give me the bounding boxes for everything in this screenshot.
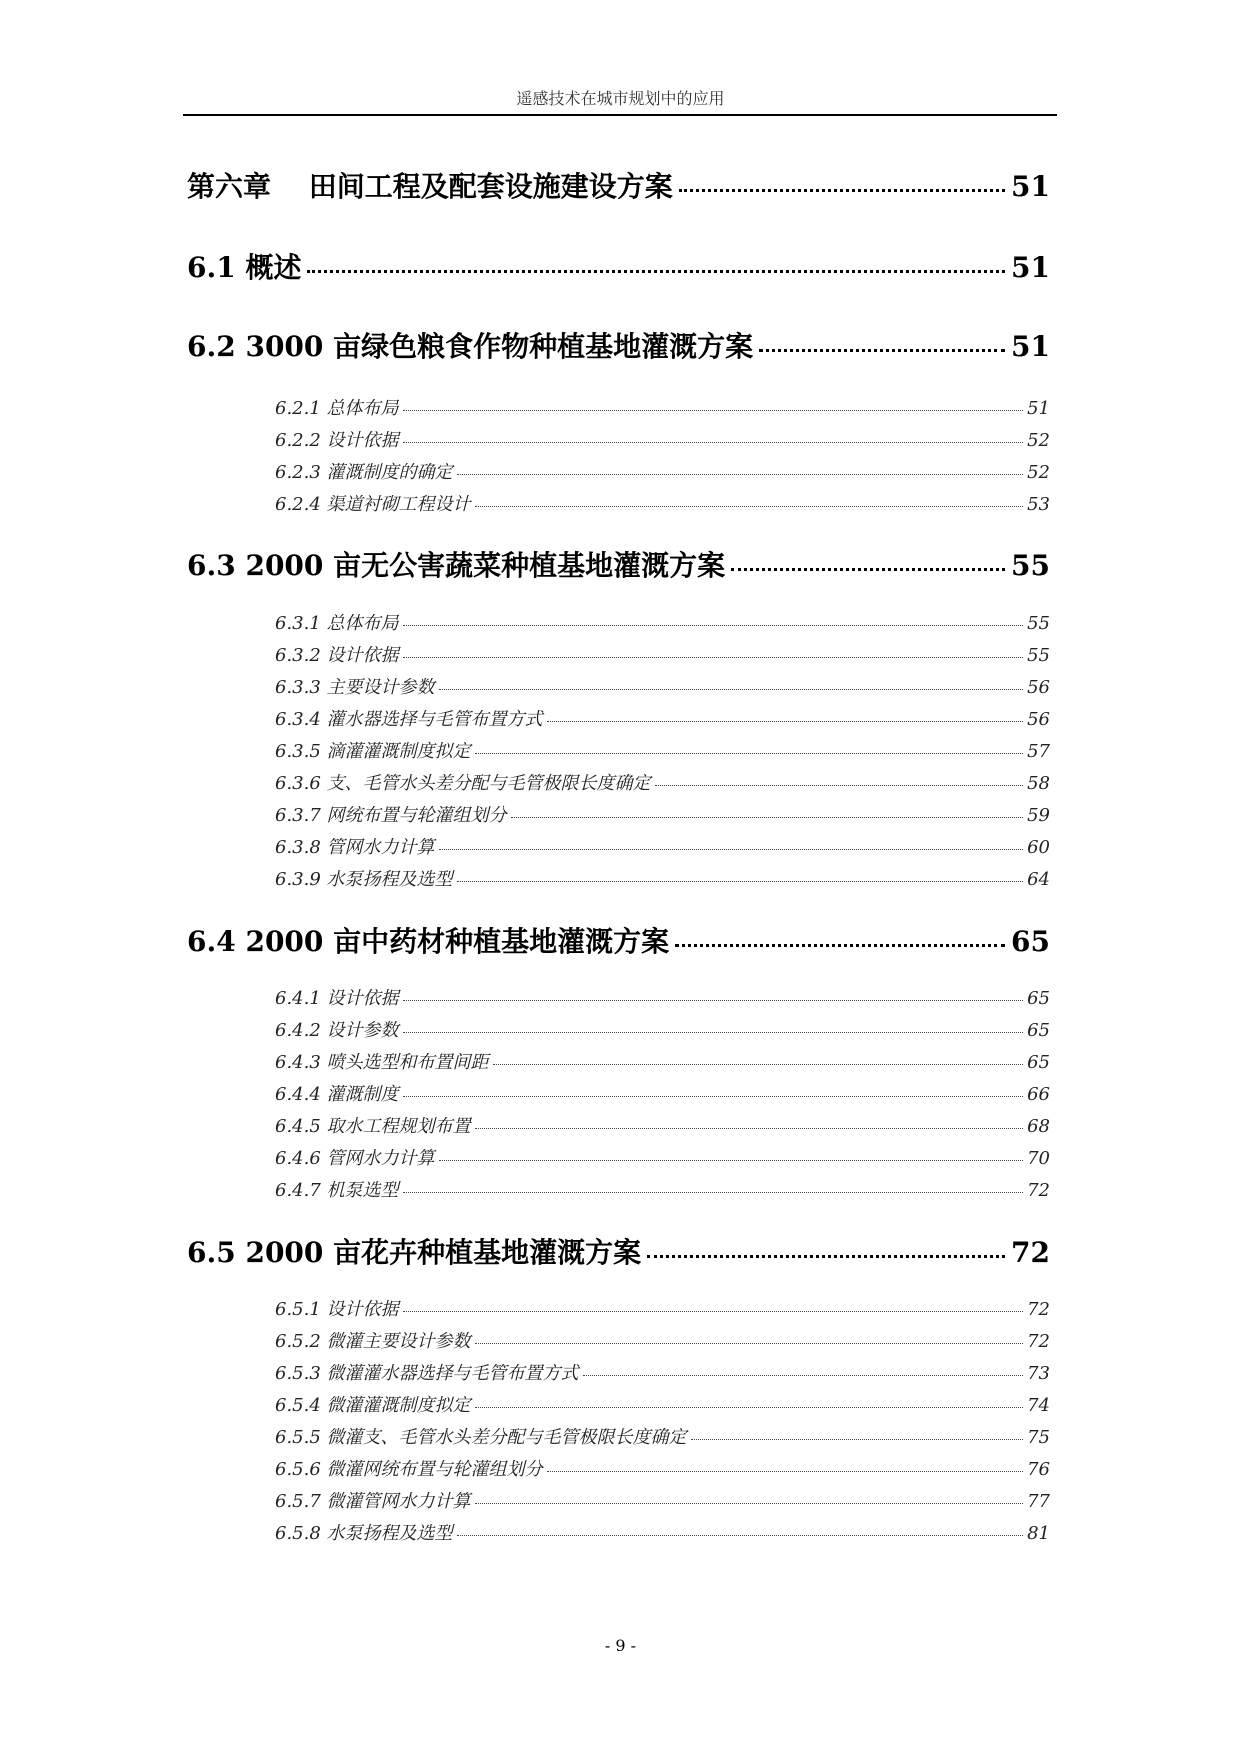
dot-leader <box>475 1343 1024 1344</box>
toc-entry-page: 51 <box>1027 398 1050 419</box>
toc-entry-page: 65 <box>1027 988 1050 1009</box>
toc-entry-page: 73 <box>1027 1363 1050 1384</box>
toc-entry-page: 65 <box>1027 1052 1050 1073</box>
page-number: - 9 - <box>604 1636 637 1655</box>
dot-leader <box>475 506 1024 507</box>
toc-entry-title: 6.1 概述 <box>187 251 302 284</box>
dot-leader <box>457 1535 1024 1536</box>
dot-leader <box>439 689 1024 690</box>
toc-section-entry[interactable] <box>275 1519 1050 1545</box>
dot-leader <box>583 1375 1024 1376</box>
running-header: 遥感技术在城市规划中的应用 <box>516 89 725 108</box>
toc-section-entry[interactable] <box>275 1080 1050 1106</box>
toc-entry-title: 6.2.4 渠道衬砌工程设计 <box>275 494 471 515</box>
toc-section-entry[interactable] <box>275 984 1050 1010</box>
toc-entry-title: 6.4.7 机泵选型 <box>275 1180 399 1201</box>
dot-leader <box>403 410 1024 411</box>
toc-entry-title: 6.2 3000 亩绿色粮食作物种植基地灌溉方案 <box>187 330 754 363</box>
toc-entry-page: 58 <box>1027 773 1050 794</box>
toc-entry-title: 6.3.2 设计依据 <box>275 645 399 666</box>
toc-entry-title: 6.3.6 支、毛管水头差分配与毛管极限长度确定 <box>275 773 651 794</box>
toc-section-entry[interactable] <box>275 1359 1050 1385</box>
toc-entry-title: 6.4.1 设计依据 <box>275 988 399 1009</box>
toc-entry-title: 6.4 2000 亩中药材种植基地灌溉方案 <box>187 925 670 958</box>
dot-leader <box>691 1439 1024 1440</box>
dot-leader <box>511 817 1024 818</box>
toc-entry-page: 52 <box>1027 430 1050 451</box>
dot-leader <box>403 657 1024 658</box>
toc-entry-title: 6.5.6 微灌网统布置与轮灌组划分 <box>275 1459 543 1480</box>
toc-entry-page: 68 <box>1027 1116 1050 1137</box>
dot-leader <box>647 1255 1005 1258</box>
toc-entry-title: 6.4.3 喷头选型和布置间距 <box>275 1052 489 1073</box>
toc-entry-page: 52 <box>1027 462 1050 483</box>
toc-entry-title: 6.3.3 主要设计参数 <box>275 677 435 698</box>
dot-leader <box>457 881 1024 882</box>
toc-section-entry[interactable] <box>275 769 1050 795</box>
toc-section-entry[interactable] <box>275 609 1050 635</box>
toc-section-entry[interactable] <box>275 673 1050 699</box>
toc-section-entry[interactable] <box>275 641 1050 667</box>
toc-chapter-entry[interactable] <box>187 325 1050 365</box>
toc-entry-title: 6.5 2000 亩花卉种植基地灌溉方案 <box>187 1236 642 1269</box>
toc-entry-page: 55 <box>1027 613 1050 634</box>
toc-entry-title: 6.5.7 微灌管网水力计算 <box>275 1491 471 1512</box>
dot-leader <box>675 944 1005 947</box>
toc-entry-title: 6.4.2 设计参数 <box>275 1020 399 1041</box>
dot-leader <box>439 1160 1024 1161</box>
dot-leader <box>439 849 1024 850</box>
dot-leader <box>731 568 1005 571</box>
toc-section-entry[interactable] <box>275 1487 1050 1513</box>
dot-leader <box>403 1311 1024 1312</box>
dot-leader <box>547 721 1024 722</box>
toc-entry-title: 6.2.3 灌溉制度的确定 <box>275 462 453 483</box>
toc-section-entry[interactable] <box>275 1176 1050 1202</box>
toc-entry-page: 53 <box>1027 494 1050 515</box>
toc-section-entry[interactable] <box>275 1455 1050 1481</box>
toc-entry-title: 6.3.1 总体布局 <box>275 613 399 634</box>
toc-chapter-entry[interactable] <box>187 165 1050 205</box>
toc-entry-page: 77 <box>1027 1491 1050 1512</box>
toc-entry-page: 81 <box>1027 1523 1050 1544</box>
toc-entry-page: 72 <box>1011 1236 1050 1269</box>
toc-chapter-entry[interactable] <box>187 920 1050 960</box>
toc-section-entry[interactable] <box>275 1391 1050 1417</box>
toc-entry-title: 6.3.5 滴灌灌溉制度拟定 <box>275 741 471 762</box>
toc-entry-title: 6.2.2 设计依据 <box>275 430 399 451</box>
toc-section-entry[interactable] <box>275 1112 1050 1138</box>
toc-entry-page: 55 <box>1027 645 1050 666</box>
toc-entry-title: 6.3.8 管网水力计算 <box>275 837 435 858</box>
toc-section-entry[interactable] <box>275 1327 1050 1353</box>
toc-entry-page: 65 <box>1027 1020 1050 1041</box>
dot-leader <box>403 1032 1024 1033</box>
toc-entry-page: 51 <box>1011 170 1050 203</box>
toc-entry-page: 56 <box>1027 709 1050 730</box>
toc-entry-title: 6.5.5 微灌支、毛管水头差分配与毛管极限长度确定 <box>275 1427 687 1448</box>
dot-leader <box>403 1096 1024 1097</box>
toc-entry-title: 6.4.5 取水工程规划布置 <box>275 1116 471 1137</box>
toc-entry-page: 55 <box>1011 549 1050 582</box>
toc-section-entry[interactable] <box>275 1144 1050 1170</box>
toc-entry-page: 70 <box>1027 1148 1050 1169</box>
toc-entry-page: 60 <box>1027 837 1050 858</box>
dot-leader <box>457 474 1024 475</box>
toc-entry-page: 51 <box>1011 330 1050 363</box>
toc-entry-page: 65 <box>1011 925 1050 958</box>
toc-entry-page: 56 <box>1027 677 1050 698</box>
toc-chapter-entry[interactable] <box>187 544 1050 584</box>
toc-section-entry[interactable] <box>275 1423 1050 1449</box>
toc-entry-page: 74 <box>1027 1395 1050 1416</box>
toc-entry-page: 76 <box>1027 1459 1050 1480</box>
toc-entry-title: 第六章 田间工程及配套设施建设方案 <box>187 170 673 203</box>
toc-entry-page: 51 <box>1011 251 1050 284</box>
dot-leader <box>493 1064 1024 1065</box>
toc-entry-page: 72 <box>1027 1180 1050 1201</box>
toc-section-entry[interactable] <box>275 458 1050 484</box>
toc-entry-title: 6.2.1 总体布局 <box>275 398 399 419</box>
dot-leader <box>403 442 1024 443</box>
toc-entry-page: 72 <box>1027 1331 1050 1352</box>
toc-entry-page: 57 <box>1027 741 1050 762</box>
toc-entry-title: 6.3.9 水泵扬程及选型 <box>275 869 453 890</box>
toc-chapter-entry[interactable] <box>187 246 1050 286</box>
header-rule <box>183 114 1057 116</box>
toc-entry-page: 75 <box>1027 1427 1050 1448</box>
toc-entry-page: 66 <box>1027 1084 1050 1105</box>
toc-section-entry[interactable] <box>275 394 1050 420</box>
toc-entry-title: 6.3.7 网统布置与轮灌组划分 <box>275 805 507 826</box>
dot-leader <box>547 1471 1024 1472</box>
toc-entry-page: 72 <box>1027 1299 1050 1320</box>
dot-leader <box>475 1407 1024 1408</box>
dot-leader <box>307 270 1005 273</box>
toc-entry-title: 6.5.3 微灌灌水器选择与毛管布置方式 <box>275 1363 579 1384</box>
toc-entry-title: 6.5.8 水泵扬程及选型 <box>275 1523 453 1544</box>
dot-leader <box>403 625 1024 626</box>
toc-section-entry[interactable] <box>275 737 1050 763</box>
toc-entry-page: 59 <box>1027 805 1050 826</box>
toc-entry-title: 6.5.2 微灌主要设计参数 <box>275 1331 471 1352</box>
dot-leader <box>475 753 1024 754</box>
dot-leader <box>403 1000 1024 1001</box>
dot-leader <box>679 189 1005 192</box>
toc-section-entry[interactable] <box>275 1048 1050 1074</box>
toc-entry-title: 6.5.1 设计依据 <box>275 1299 399 1320</box>
toc-entry-page: 64 <box>1027 869 1050 890</box>
toc-chapter-entry[interactable] <box>187 1231 1050 1271</box>
toc-section-entry[interactable] <box>275 1295 1050 1321</box>
dot-leader <box>759 349 1005 352</box>
toc-entry-title: 6.4.6 管网水力计算 <box>275 1148 435 1169</box>
toc-section-entry[interactable] <box>275 833 1050 859</box>
toc-section-entry[interactable] <box>275 1016 1050 1042</box>
toc-entry-title: 6.3.4 灌水器选择与毛管布置方式 <box>275 709 543 730</box>
dot-leader <box>655 785 1024 786</box>
toc-section-entry[interactable] <box>275 865 1050 891</box>
dot-leader <box>475 1128 1024 1129</box>
toc-section-entry[interactable] <box>275 490 1050 516</box>
dot-leader <box>475 1503 1024 1504</box>
toc-section-entry[interactable] <box>275 705 1050 731</box>
dot-leader <box>403 1192 1024 1193</box>
toc-section-entry[interactable] <box>275 426 1050 452</box>
toc-section-entry[interactable] <box>275 801 1050 827</box>
toc-entry-title: 6.4.4 灌溉制度 <box>275 1084 399 1105</box>
toc-entry-title: 6.3 2000 亩无公害蔬菜种植基地灌溉方案 <box>187 549 726 582</box>
toc-entry-title: 6.5.4 微灌灌溉制度拟定 <box>275 1395 471 1416</box>
